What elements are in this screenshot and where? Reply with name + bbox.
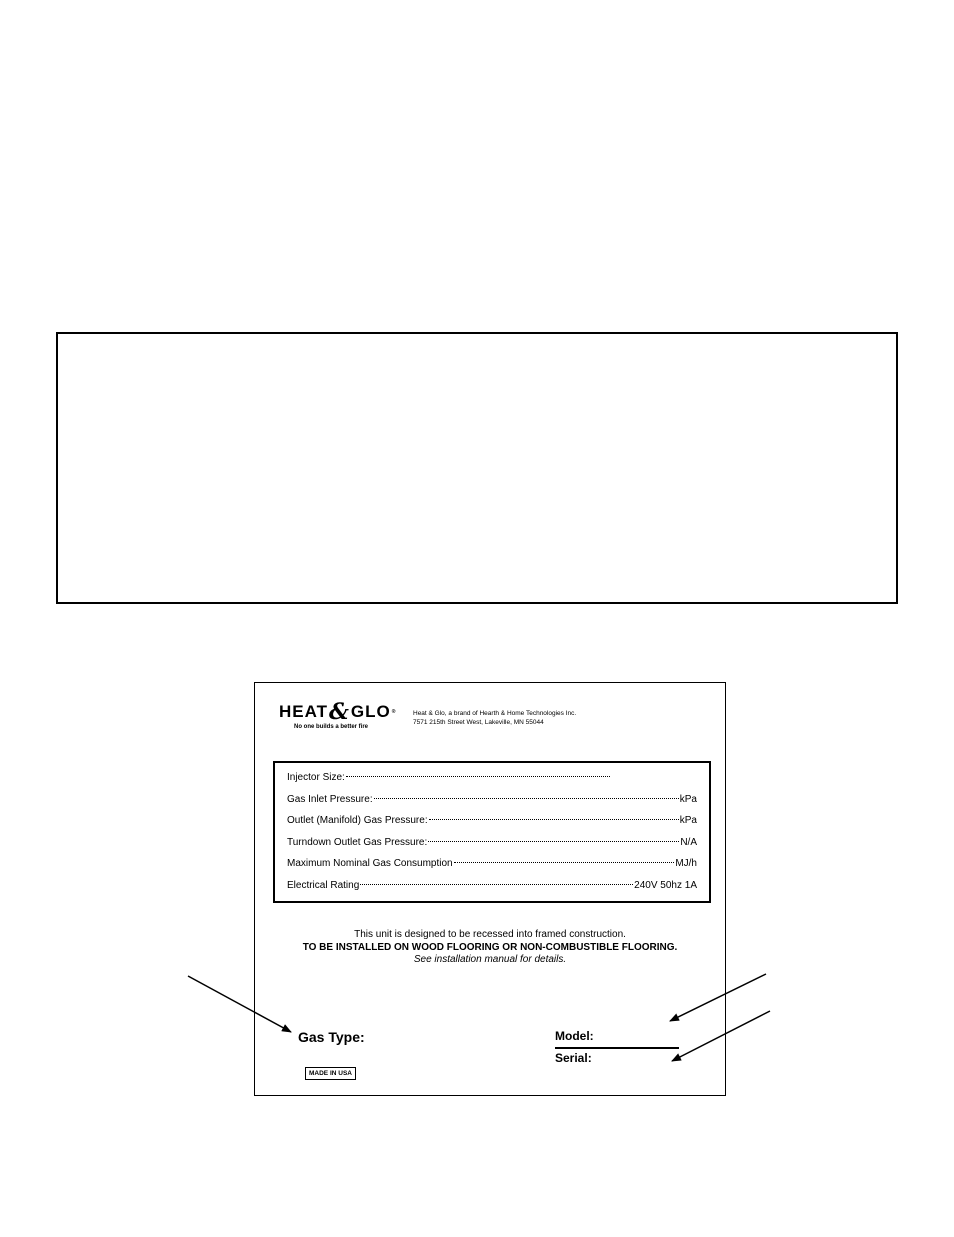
serial-label: Serial: [555,1051,592,1065]
logo-text-left: HEAT [279,702,329,721]
model-divider [555,1047,679,1049]
notice-line-2: TO BE INSTALLED ON WOOD FLOORING OR NON-COMBUSTIBLE FLOORING. [302,941,678,953]
spec-name: Outlet (Manifold) Gas Pressure: [287,815,428,826]
spec-row [287,837,697,859]
heat-glo-logo [279,701,399,723]
company-info [413,709,576,727]
company-line-2: 7571 215th Street West, Lakeville, MN 55044 [413,719,544,726]
leader-dots [374,798,679,799]
spec-row [287,772,697,794]
logo-text-right: GLO [350,702,391,721]
rating-plate [254,682,726,1096]
leader-dots [360,884,633,885]
spec-name: Injector Size: [287,772,345,783]
tagline: No one builds a better fire [294,724,369,730]
spec-value: 240V 50hz 1A [634,879,697,891]
leader-dots [454,862,675,863]
model-label: Model: [555,1029,594,1043]
leader-dots [346,776,610,777]
notice-line-3: See installation manual for details. [413,954,567,965]
made-in-usa-badge: MADE IN USA [305,1067,356,1080]
spec-row [287,880,697,902]
spec-name: Maximum Nominal Gas Consumption [287,858,453,869]
spec-name: Electrical Rating [287,879,360,891]
registered-mark: ® [391,709,397,715]
company-line-1: Heat & Glo, a brand of Hearth & Home Technologies Inc. [413,710,577,717]
spec-value: MJ/h [675,858,697,869]
spec-value: kPa [679,815,697,826]
notice-line-1: This unit is designed to be recessed into framed construction. [354,929,626,940]
spec-value: kPa [679,793,697,805]
gas-type-label: Gas Type: [298,1029,365,1045]
leader-dots [429,819,679,820]
spec-row [287,858,697,880]
spec-name: Turndown Outlet Gas Pressure: [287,836,428,848]
logo-flame-ampersand: & [329,699,350,725]
spec-table [273,761,711,903]
leader-dots [428,841,679,842]
spec-name: Gas Inlet Pressure: [287,793,373,805]
spec-row [287,794,697,816]
installation-notice [255,929,725,967]
spec-value: N/A [680,836,697,848]
spec-row [287,815,697,837]
